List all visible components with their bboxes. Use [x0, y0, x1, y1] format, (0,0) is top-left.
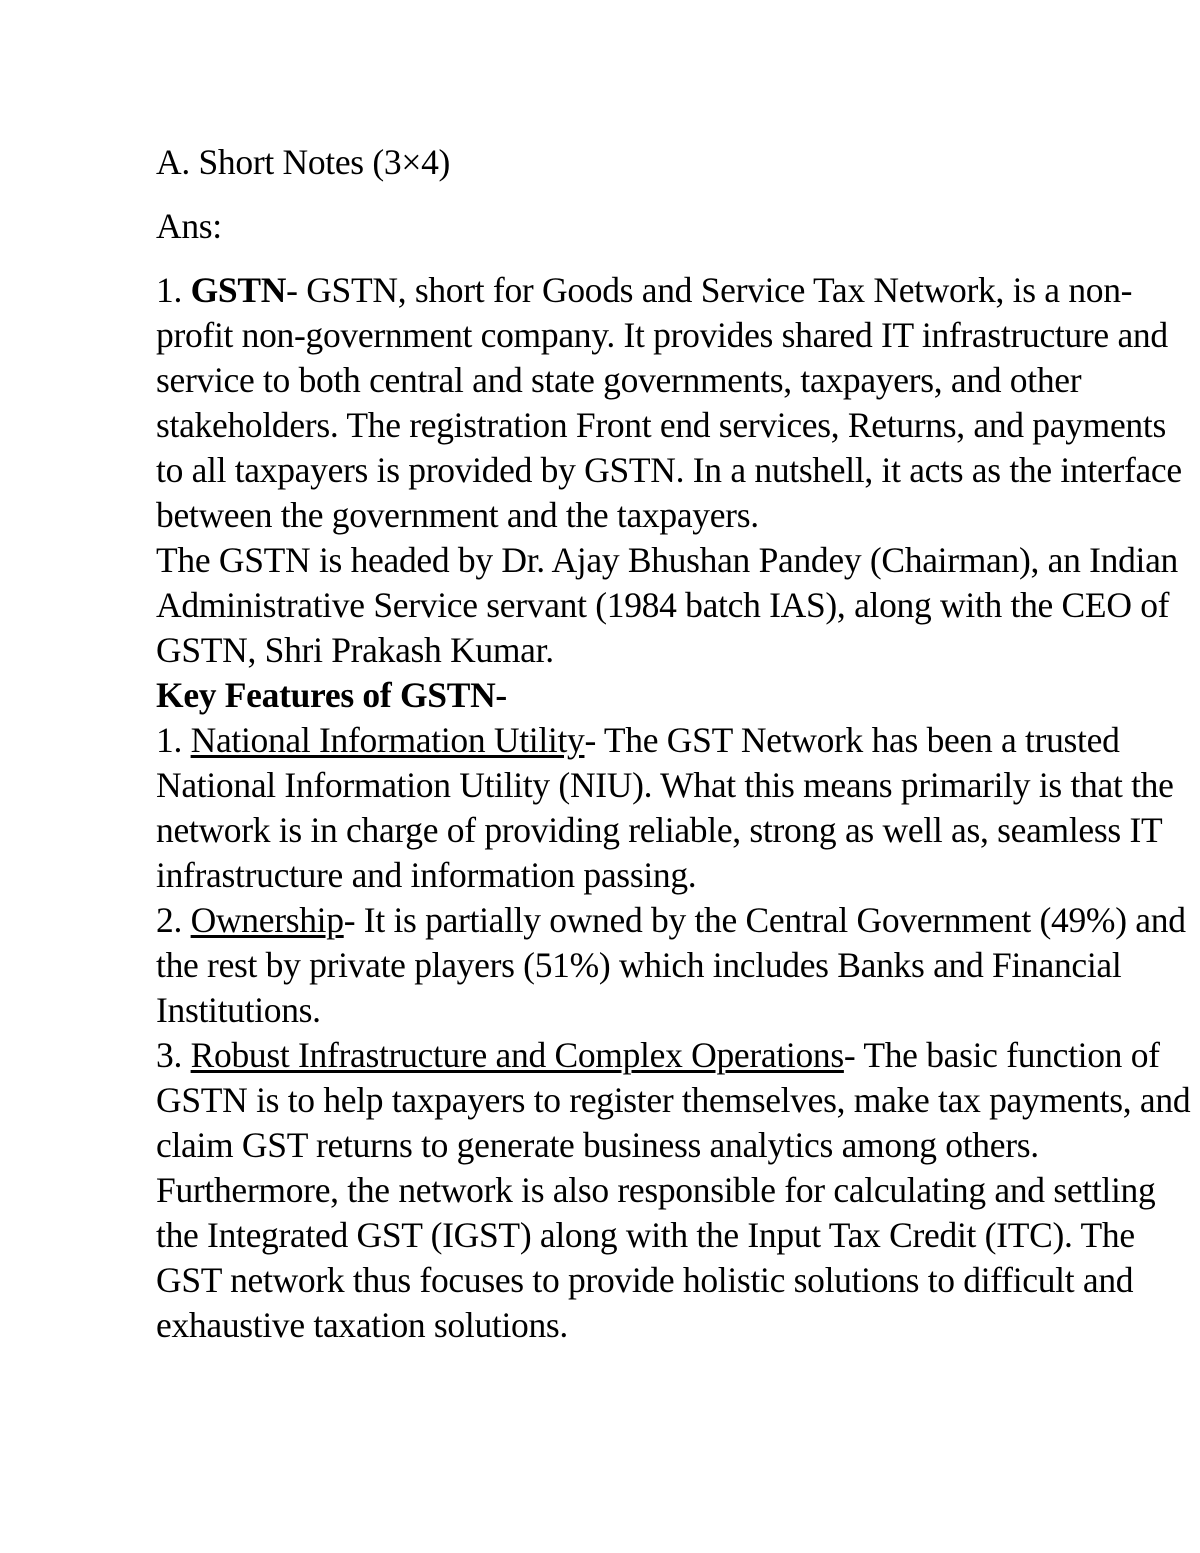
- definition-text: - GSTN, short for Goods and Service Tax Network, is a non-profit non-government company. It provides shared IT infrastructure and service to both central and state governments, taxpayers, and other stakeholders. The registration Front end services, Returns, and payments to all taxpayers is provided by GSTN. In a nutshell, it acts as the interface between the government and the taxpayers.: [156, 270, 1182, 535]
- document-body: [156, 140, 1196, 1348]
- feature-number: 2.: [156, 900, 183, 940]
- feature-text: - The basic function of GSTN is to help taxpayers to register themselves, make tax payments, and claim GST returns to generate business analytics among others. Furthermore, the network is also responsible for calculating and settling the Integrated GST (IGST) along with the Input Tax Credit (ITC). The GST network thus focuses to provide holistic solutions to difficult and exhaustive taxation solutions.: [156, 1035, 1191, 1345]
- term-gstn: GSTN: [190, 270, 287, 310]
- feature-text: - It is partially owned by the Central Government (49%) and the rest by private players (51%) which includes Banks and Financial Institutions.: [156, 900, 1186, 1030]
- answer-content: [156, 268, 1196, 1348]
- feature-number: 3.: [156, 1035, 183, 1075]
- feature-item: [156, 718, 1196, 898]
- feature-number: 1.: [156, 720, 183, 760]
- item-number: 1.: [156, 270, 183, 310]
- feature-title: Robust Infrastructure and Complex Operations: [190, 1035, 844, 1075]
- answer-label: Ans:: [156, 206, 222, 246]
- leadership-paragraph: The GSTN is headed by Dr. Ajay Bhushan Pandey (Chairman), an Indian Administrative Service servant (1984 batch IAS), along with the CEO of GSTN, Shri Prakash Kumar.: [156, 540, 1179, 670]
- feature-item: [156, 898, 1196, 1033]
- features-heading-text: Key Features of GSTN-: [156, 675, 507, 715]
- feature-title: National Information Utility: [190, 720, 585, 760]
- gstn-definition-paragraph: [156, 268, 1196, 538]
- feature-title: Ownership: [190, 900, 344, 940]
- feature-item: [156, 1033, 1196, 1348]
- features-heading: [156, 673, 1196, 718]
- section-heading: A. Short Notes (3×4): [156, 142, 451, 182]
- feature-text: - The GST Network has been a trusted National Information Utility (NIU). What this means primarily is that the network is in charge of providing reliable, strong as well as, seamless IT infrastructure and information passing.: [156, 720, 1174, 895]
